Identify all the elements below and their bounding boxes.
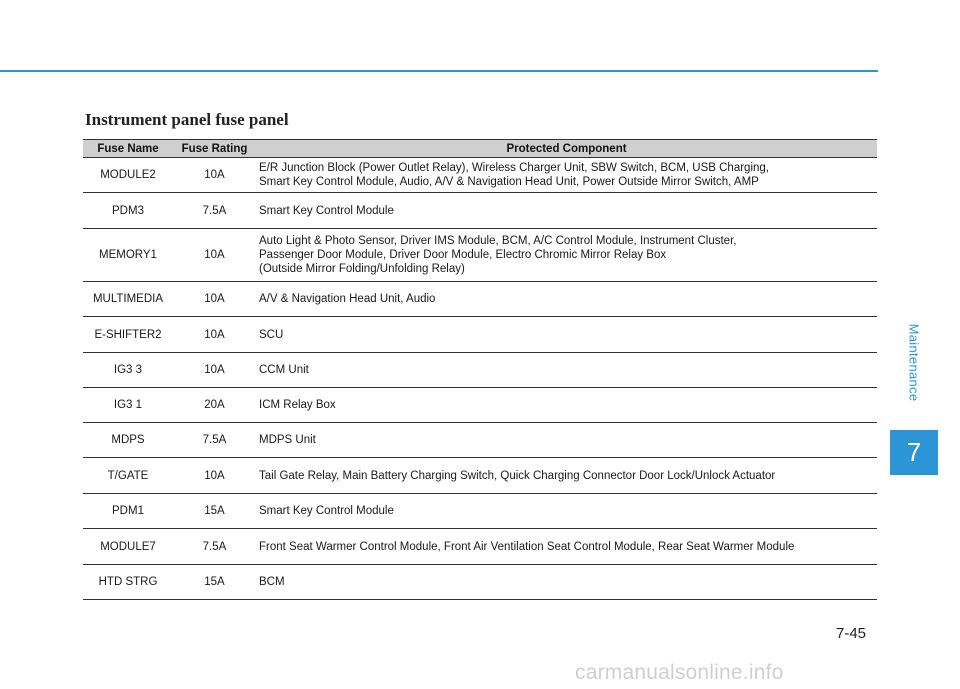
protected-component-cell bbox=[256, 229, 877, 282]
protected-component-line: MDPS Unit bbox=[259, 434, 316, 446]
table-row bbox=[83, 565, 877, 600]
protected-component-cell bbox=[256, 282, 877, 317]
fuse-rating-cell: 10A bbox=[204, 364, 225, 376]
fuse-rating-cell: 10A bbox=[204, 249, 225, 261]
table-row bbox=[83, 317, 877, 353]
protected-component-line: Passenger Door Module, Driver Door Module, Electro Chromic Mirror Relay Box bbox=[259, 249, 667, 261]
table-row bbox=[83, 423, 877, 458]
protected-component-line: Smart Key Control Module, Audio, A/V & Navigation Head Unit, Power Outside Mirror Switch, AMP bbox=[259, 176, 759, 188]
protected-component-line: Smart Key Control Module bbox=[259, 204, 394, 217]
table-row bbox=[83, 353, 877, 388]
fuse-name-cell: T/GATE bbox=[107, 469, 149, 482]
header-fuse-rating: Fuse Rating bbox=[181, 142, 248, 155]
fuse-rating-cell: 15A bbox=[204, 576, 225, 588]
protected-component-line: ICM Relay Box bbox=[259, 399, 336, 411]
protected-component-line: BCM bbox=[259, 576, 285, 588]
protected-component-cell bbox=[256, 317, 877, 353]
protected-component-line: SCU bbox=[259, 328, 284, 341]
fuse-rating-cell: 10A bbox=[204, 469, 225, 482]
table-header-row bbox=[83, 140, 877, 158]
table-row bbox=[83, 388, 877, 423]
protected-component-cell bbox=[256, 458, 877, 494]
chapter-number-badge: 7 bbox=[890, 430, 938, 475]
side-tab-label bbox=[904, 300, 924, 425]
fuse-name-cell: HTD STRG bbox=[98, 576, 158, 588]
protected-component-line: Auto Light & Photo Sensor, Driver IMS Module, BCM, A/C Control Module, Instrument Cluster, bbox=[259, 235, 737, 247]
fuse-rating-cell: 10A bbox=[204, 293, 225, 305]
protected-component-line: CCM Unit bbox=[259, 364, 309, 376]
table-row bbox=[83, 494, 877, 529]
protected-component-cell bbox=[256, 565, 877, 600]
table-row bbox=[83, 458, 877, 494]
fuse-name-cell: PDM1 bbox=[112, 505, 144, 517]
protected-component-cell bbox=[256, 158, 877, 193]
protected-component-line: Tail Gate Relay, Main Battery Charging Switch, Quick Charging Connector Door Lock/Unlock Actuator bbox=[259, 469, 776, 482]
fuse-name-cell: MEMORY1 bbox=[99, 249, 157, 261]
fuse-rating-cell: 20A bbox=[204, 399, 225, 411]
section-title: Instrument panel fuse panel bbox=[85, 110, 289, 129]
header-protected-component: Protected Component bbox=[506, 142, 627, 155]
fuse-rating-cell: 7.5A bbox=[202, 434, 227, 446]
fuse-rating-cell: 10A bbox=[204, 328, 225, 341]
table-row bbox=[83, 229, 877, 282]
fuse-name-cell: MULTIMEDIA bbox=[92, 293, 164, 305]
protected-component-cell bbox=[256, 423, 877, 458]
protected-component-line: E/R Junction Block (Power Outlet Relay), Wireless Charger Unit, SBW Switch, BCM, USB Charging, bbox=[259, 162, 769, 174]
table-row bbox=[83, 529, 877, 565]
page-number: 7-45 bbox=[836, 625, 867, 642]
fuse-rating-cell: 15A bbox=[204, 505, 225, 517]
table-row bbox=[83, 158, 877, 193]
fuse-name-cell: E-SHIFTER2 bbox=[94, 328, 162, 341]
protected-component-line: Front Seat Warmer Control Module, Front Air Ventilation Seat Control Module, Rear Seat Warmer Module bbox=[259, 540, 795, 553]
fuse-name-cell: PDM3 bbox=[112, 204, 144, 217]
header-fuse-name: Fuse Name bbox=[97, 142, 159, 155]
fuse-rating-cell: 10A bbox=[204, 169, 225, 181]
fuse-name-cell: MODULE7 bbox=[100, 540, 156, 553]
protected-component-line: Smart Key Control Module bbox=[259, 505, 394, 517]
fuse-name-cell: IG3 1 bbox=[113, 399, 143, 411]
table-row bbox=[83, 282, 877, 317]
protected-component-cell bbox=[256, 193, 877, 229]
fuse-name-cell: MDPS bbox=[111, 434, 145, 446]
top-accent-rule bbox=[0, 70, 878, 72]
fuse-name-cell: IG3 3 bbox=[113, 364, 143, 376]
fuse-name-cell: MODULE2 bbox=[100, 169, 156, 181]
protected-component-cell bbox=[256, 494, 877, 529]
protected-component-cell bbox=[256, 529, 877, 565]
fuse-rating-cell: 7.5A bbox=[202, 204, 227, 217]
protected-component-line: (Outside Mirror Folding/Unfolding Relay) bbox=[259, 263, 465, 275]
protected-component-line: A/V & Navigation Head Unit, Audio bbox=[259, 293, 436, 305]
protected-component-cell bbox=[256, 353, 877, 388]
protected-component-cell bbox=[256, 388, 877, 423]
watermark: carmanualsonline.info bbox=[575, 661, 784, 684]
side-tab-label-text: Maintenance bbox=[906, 323, 922, 402]
fuse-rating-cell: 7.5A bbox=[202, 540, 227, 553]
fuse-table bbox=[83, 139, 877, 600]
table-row bbox=[83, 193, 877, 229]
